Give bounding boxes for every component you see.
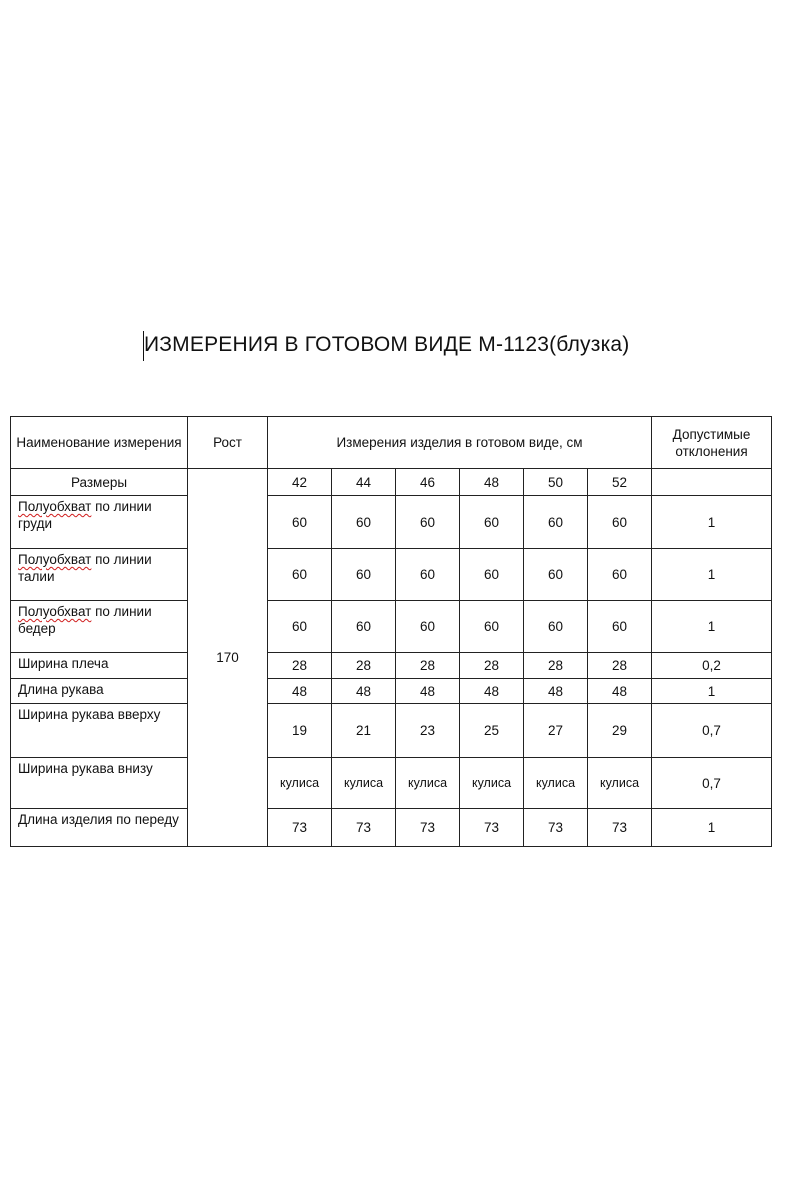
value-cell: 19 bbox=[268, 704, 332, 758]
sizes-row bbox=[11, 469, 772, 496]
value-cell: 60 bbox=[588, 549, 652, 601]
header-tolerance: Допустимые отклонения bbox=[652, 417, 772, 469]
value-cell: 73 bbox=[460, 809, 524, 847]
value-cell: 28 bbox=[460, 653, 524, 679]
table-row bbox=[11, 758, 772, 809]
row-name bbox=[11, 758, 188, 809]
value-cell: кулиса bbox=[588, 758, 652, 809]
row-name-rest: по линии талии bbox=[18, 552, 152, 584]
value-cell: 48 bbox=[460, 679, 524, 704]
value-cell: 23 bbox=[396, 704, 460, 758]
table-row bbox=[11, 496, 772, 549]
value-cell: 60 bbox=[460, 549, 524, 601]
value-cell: 60 bbox=[332, 549, 396, 601]
tolerance-cell: 1 bbox=[652, 496, 772, 549]
value-cell: кулиса bbox=[396, 758, 460, 809]
row-name bbox=[11, 679, 188, 704]
value-cell: 60 bbox=[268, 496, 332, 549]
tolerance-cell: 0,7 bbox=[652, 758, 772, 809]
value-cell: 60 bbox=[268, 549, 332, 601]
value-cell: 73 bbox=[524, 809, 588, 847]
value-cell: 73 bbox=[332, 809, 396, 847]
tolerance-cell: 0,7 bbox=[652, 704, 772, 758]
row-name-rest: Ширина рукава внизу bbox=[18, 761, 153, 776]
size-cell: 46 bbox=[396, 469, 460, 496]
tolerance-cell: 1 bbox=[652, 601, 772, 653]
size-cell: 44 bbox=[332, 469, 396, 496]
height-value: 170 bbox=[188, 469, 268, 847]
header-name: Наименование измерения bbox=[11, 417, 188, 469]
row-name-rest: Ширина рукава вверху bbox=[18, 707, 161, 722]
size-cell: 52 bbox=[588, 469, 652, 496]
measurements-table bbox=[10, 416, 772, 847]
value-cell: кулиса bbox=[268, 758, 332, 809]
size-cell: 50 bbox=[524, 469, 588, 496]
value-cell: 60 bbox=[396, 601, 460, 653]
row-name-rest: Длина рукава bbox=[18, 682, 104, 697]
table-row bbox=[11, 653, 772, 679]
tolerance-cell: 0,2 bbox=[652, 653, 772, 679]
header-height: Рост bbox=[188, 417, 268, 469]
value-cell: 60 bbox=[396, 496, 460, 549]
row-name bbox=[11, 653, 188, 679]
value-cell: 60 bbox=[332, 496, 396, 549]
table-row bbox=[11, 549, 772, 601]
value-cell: 60 bbox=[524, 549, 588, 601]
value-cell: кулиса bbox=[332, 758, 396, 809]
row-name bbox=[11, 496, 188, 549]
tolerance-empty-cell bbox=[652, 469, 772, 496]
value-cell: 29 bbox=[588, 704, 652, 758]
tolerance-cell: 1 bbox=[652, 809, 772, 847]
value-cell: 73 bbox=[396, 809, 460, 847]
value-cell: 60 bbox=[588, 601, 652, 653]
row-name-rest: Ширина плеча bbox=[18, 656, 109, 671]
row-name-prefix: Полуобхват bbox=[18, 604, 92, 619]
header-measurements: Измерения изделия в готовом виде, см bbox=[268, 417, 652, 469]
value-cell: 60 bbox=[524, 496, 588, 549]
value-cell: 28 bbox=[588, 653, 652, 679]
value-cell: 21 bbox=[332, 704, 396, 758]
table-row bbox=[11, 809, 772, 847]
value-cell: кулиса bbox=[460, 758, 524, 809]
table-row bbox=[11, 601, 772, 653]
value-cell: кулиса bbox=[524, 758, 588, 809]
table-row bbox=[11, 679, 772, 704]
row-name bbox=[11, 809, 188, 847]
value-cell: 60 bbox=[268, 601, 332, 653]
value-cell: 60 bbox=[396, 549, 460, 601]
value-cell: 73 bbox=[588, 809, 652, 847]
row-name-rest: Длина изделия по переду bbox=[18, 812, 179, 827]
row-name bbox=[11, 549, 188, 601]
row-name-rest: по линии груди bbox=[18, 499, 152, 531]
tolerance-cell: 1 bbox=[652, 549, 772, 601]
value-cell: 60 bbox=[332, 601, 396, 653]
value-cell: 48 bbox=[588, 679, 652, 704]
row-name-prefix: Полуобхват bbox=[18, 499, 92, 514]
table-row bbox=[11, 704, 772, 758]
value-cell: 60 bbox=[460, 496, 524, 549]
size-cell: 48 bbox=[460, 469, 524, 496]
value-cell: 25 bbox=[460, 704, 524, 758]
tolerance-cell: 1 bbox=[652, 679, 772, 704]
value-cell: 48 bbox=[396, 679, 460, 704]
value-cell: 73 bbox=[268, 809, 332, 847]
value-cell: 28 bbox=[268, 653, 332, 679]
header-row bbox=[11, 417, 772, 469]
row-name-rest: по линии бедер bbox=[18, 604, 152, 636]
document-title: ИЗМЕРЕНИЯ В ГОТОВОМ ВИДЕ М-1123(блузка) bbox=[144, 333, 630, 356]
value-cell: 60 bbox=[460, 601, 524, 653]
size-cell: 42 bbox=[268, 469, 332, 496]
row-name-prefix: Полуобхват bbox=[18, 552, 92, 567]
value-cell: 48 bbox=[268, 679, 332, 704]
value-cell: 60 bbox=[588, 496, 652, 549]
value-cell: 28 bbox=[396, 653, 460, 679]
sizes-label: Размеры bbox=[11, 469, 188, 496]
value-cell: 28 bbox=[332, 653, 396, 679]
value-cell: 28 bbox=[524, 653, 588, 679]
value-cell: 27 bbox=[524, 704, 588, 758]
row-name bbox=[11, 601, 188, 653]
value-cell: 60 bbox=[524, 601, 588, 653]
row-name bbox=[11, 704, 188, 758]
value-cell: 48 bbox=[332, 679, 396, 704]
value-cell: 48 bbox=[524, 679, 588, 704]
